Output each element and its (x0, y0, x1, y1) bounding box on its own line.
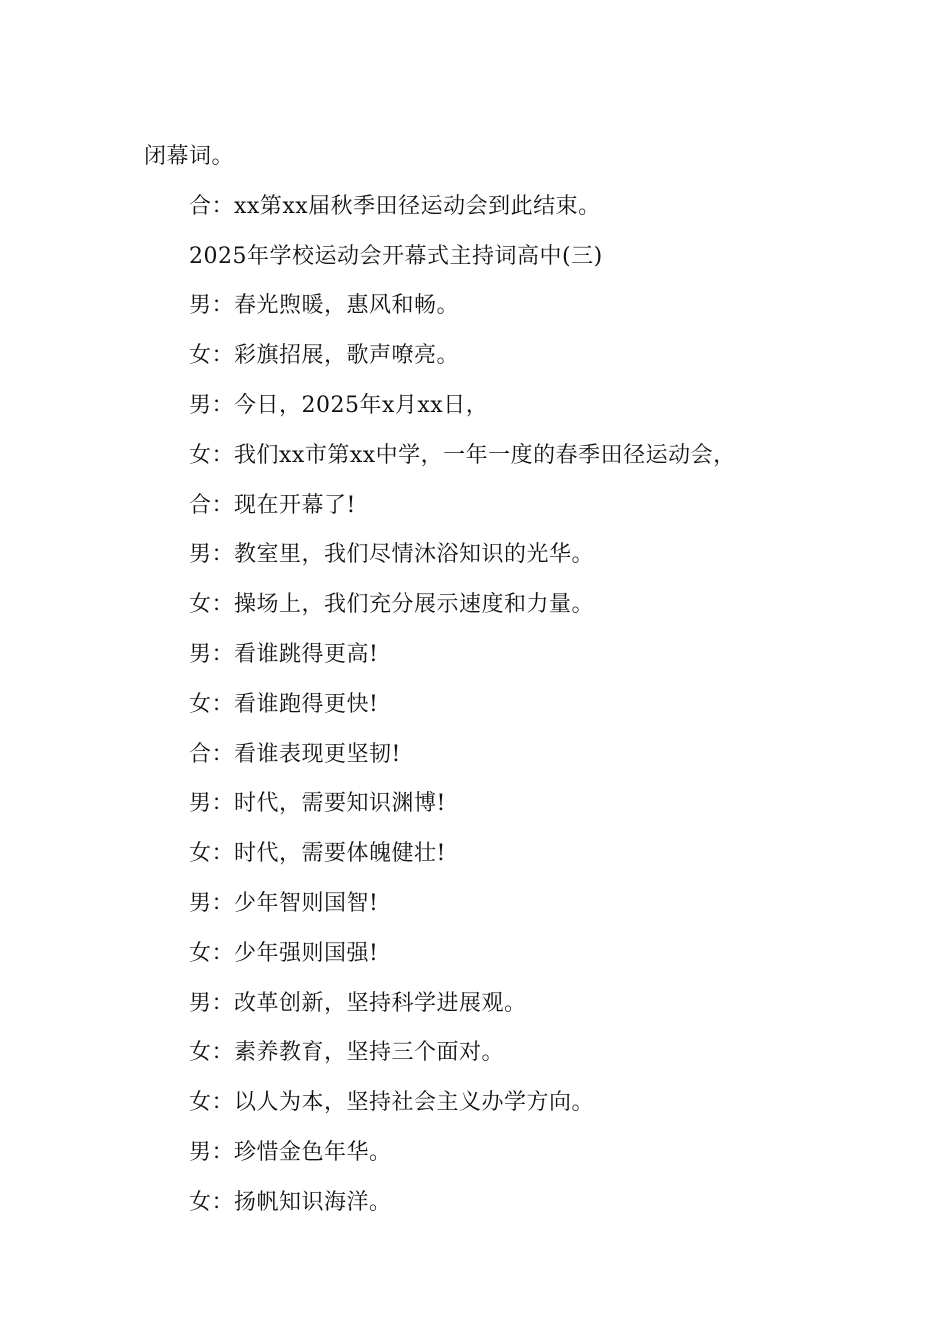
text-line: 女：看谁跑得更快! (189, 691, 379, 717)
text-line: 男：教室里，我们尽情沐浴知识的光华。 (189, 542, 595, 568)
text-line: 合：现在开幕了! (189, 492, 356, 518)
text-line: 男：珍惜金色年华。 (189, 1139, 392, 1165)
text-line: 女：时代，需要体魄健壮! (189, 841, 446, 867)
text-line: 男：少年智则国智! (189, 890, 379, 916)
text-line: 闭幕词。 (144, 144, 235, 169)
text-line: 男：改革创新，坚持科学进展观。 (189, 990, 527, 1016)
text-line: 女：以人为本，坚持社会主义办学方向。 (189, 1090, 595, 1116)
document-body (144, 132, 864, 1228)
text-line: 女：我们xx市第xx中学，一年一度的春季田径运动会， (189, 442, 736, 468)
text-line: 女：扬帆知识海洋。 (189, 1189, 392, 1215)
text-line: 女：素养教育，坚持三个面对。 (189, 1040, 505, 1066)
text-line: 女：少年强则国强! (189, 940, 379, 966)
section-heading: 2025年学校运动会开幕式主持词高中(三) (189, 243, 603, 269)
text-line: 合：看谁表现更坚韧! (189, 741, 401, 767)
text-line: 合：xx第xx届秋季田径运动会到此结束。 (189, 193, 601, 219)
text-line: 女：彩旗招展，歌声嘹亮。 (189, 343, 460, 369)
text-line: 男：今日，2025年x月xx日， (189, 392, 489, 418)
text-line: 男：看谁跳得更高! (189, 641, 379, 667)
text-line: 女：操场上，我们充分展示速度和力量。 (189, 592, 595, 618)
text-line: 男：时代，需要知识渊博! (189, 791, 446, 817)
text-line: 男：春光煦暖，惠风和畅。 (189, 293, 460, 319)
